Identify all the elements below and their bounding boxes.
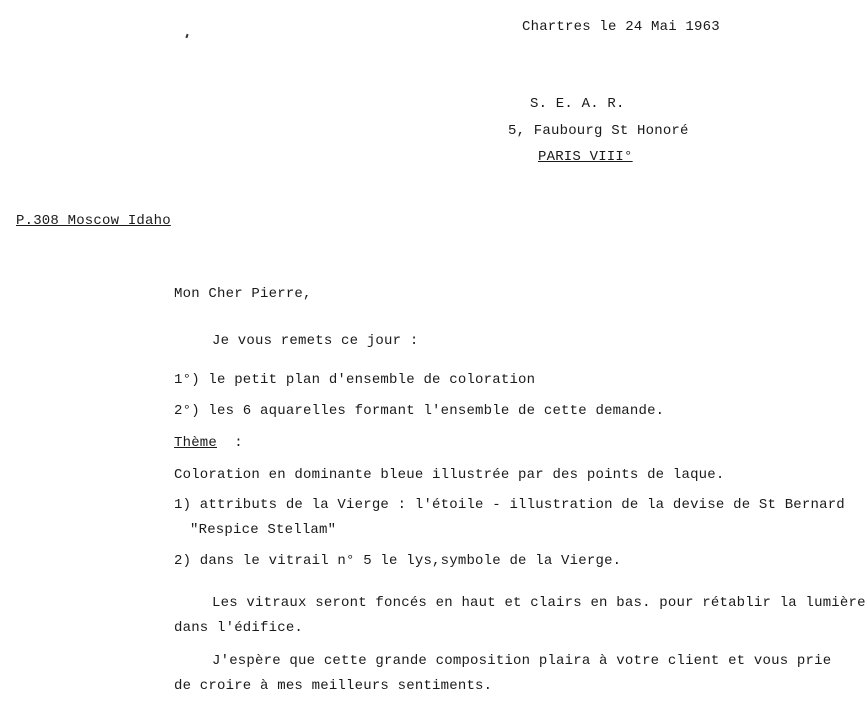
address-city: PARIS VIII° — [538, 149, 633, 165]
paragraph-1-line-2: dans l'édifice. — [174, 620, 304, 636]
attribute-1: 1) attributs de la Vierge : l'étoile - illustration de la devise de St Bernard — [174, 497, 845, 513]
item-2: 2°) les 6 aquarelles formant l'ensemble de cette demande. — [174, 403, 665, 419]
attribute-1-quote: "Respice Stellam" — [190, 522, 337, 538]
date-line: Chartres le 24 Mai 1963 — [522, 19, 720, 35]
theme-heading — [174, 434, 243, 452]
paragraph-1-line-1: Les vitraux seront foncés en haut et clairs en bas. pour rétablir la lumière — [212, 595, 866, 611]
coloration-line: Coloration en dominante bleue illustrée par des points de laque. — [174, 467, 725, 483]
attribute-2: 2) dans le vitrail n° 5 le lys,symbole de la Vierge. — [174, 553, 622, 569]
paragraph-2-line-1: J'espère que cette grande composition plaira à votre client et vous prie — [212, 653, 832, 669]
item-1: 1°) le petit plan d'ensemble de coloration — [174, 372, 536, 388]
ink-mark — [185, 34, 188, 38]
paragraph-2-line-2: de croire à mes meilleurs sentiments. — [174, 678, 493, 694]
address-name: S. E. A. R. — [530, 96, 625, 112]
address-street: 5, Faubourg St Honoré — [508, 123, 689, 139]
salutation: Mon Cher Pierre, — [174, 286, 312, 302]
theme-colon: : — [234, 435, 243, 451]
intro-line: Je vous remets ce jour : — [212, 333, 419, 349]
reference: P.308 Moscow Idaho — [16, 213, 171, 229]
theme-label: Thème — [174, 435, 218, 451]
